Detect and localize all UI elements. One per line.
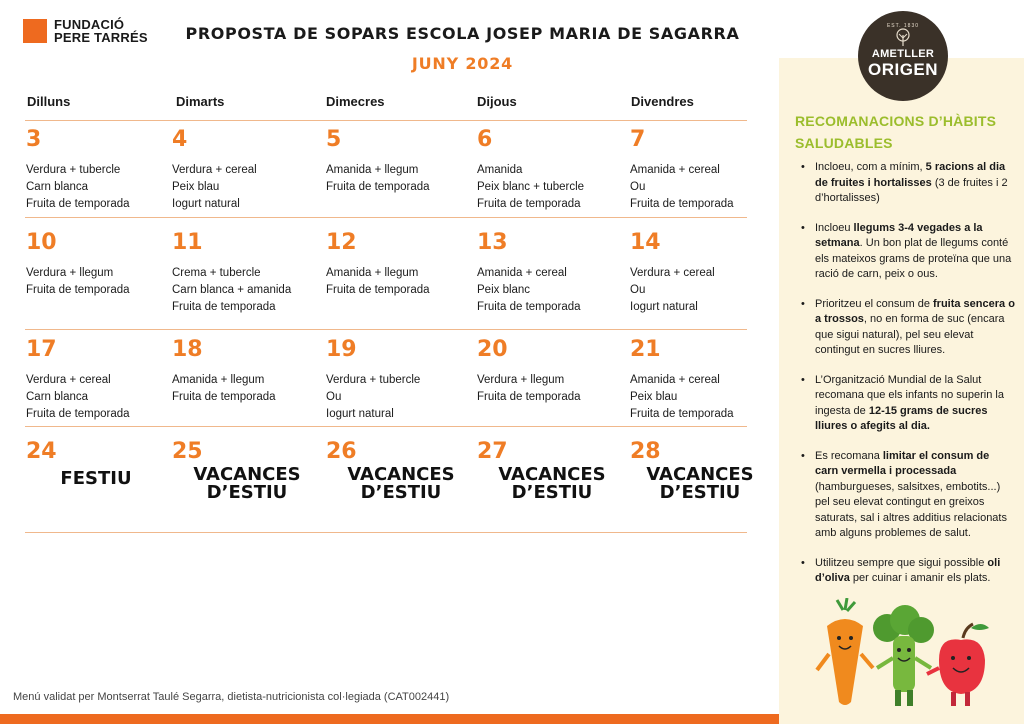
weekday-thursday: Dijous	[477, 94, 517, 109]
weekday-monday: Dilluns	[27, 94, 71, 109]
menu-line: Peix blanc	[477, 284, 531, 296]
holiday-label-line1: VACANCES	[193, 464, 301, 485]
fundacio-pere-tarres-logo	[23, 18, 148, 44]
divider	[25, 217, 747, 218]
calendar-day-cell	[477, 128, 627, 213]
recommendations-title	[795, 110, 1010, 154]
day-number: 7	[630, 127, 646, 152]
menu-line: Fruita de temporada	[630, 408, 734, 420]
holiday-label-line2: D’ESTIU	[206, 482, 288, 503]
recommendation-emphasis: oli d’oliva	[815, 556, 1001, 584]
day-number: 17	[26, 337, 57, 362]
menu-line: Iogurt natural	[630, 301, 698, 313]
menu-line: Verdura + tubercle	[326, 374, 421, 386]
badge-name: AMETLLER	[871, 48, 935, 60]
tree-icon	[893, 27, 913, 47]
recommendation-text: (hamburgueses, salsitxes, embotits...) pel seu elevat contingut en greixos saturats, sal i altres additius relacionats amb alguns problemes de salut.	[815, 480, 1007, 539]
day-number: 10	[26, 230, 57, 255]
calendar-day-cell	[477, 338, 627, 406]
menu-line: Fruita de temporada	[26, 408, 130, 420]
recommendation-emphasis: 5 racions al dia de fruites i hortalisses	[815, 161, 1006, 189]
recommendation-text: Prioritzeu el consum de	[815, 297, 933, 310]
calendar-day-cell	[26, 231, 176, 299]
menu-line: Amanida + llegum	[326, 267, 419, 279]
day-number: 13	[477, 230, 508, 255]
logo-line-2: PERE TARRÉS	[54, 30, 148, 45]
recommendation-text: L’Organització Mundial de la Salut recomana que els infants no superin la ingesta de	[815, 373, 1004, 417]
menu-line: Fruita de temporada	[477, 198, 581, 210]
day-number: 27	[477, 439, 508, 464]
recommendation-text: (3 de fruites i 2 d’hortalisses)	[815, 176, 1008, 204]
menu-line: Peix blau	[172, 181, 220, 193]
day-number: 20	[477, 337, 508, 362]
recommendation-emphasis: limitar el consum de carn vermella i processada	[815, 449, 990, 477]
calendar-day-cell	[326, 440, 476, 502]
recommendation-item	[797, 160, 1015, 207]
recommendations-title-line2: SALUDABLES	[795, 135, 893, 151]
calendar-day-cell	[326, 128, 476, 196]
menu-line: Peix blau	[630, 391, 678, 403]
recommendation-item	[797, 373, 1015, 435]
menu-line: Fruita de temporada	[477, 301, 581, 313]
recommendation-emphasis: fruita sencera o a trossos	[815, 297, 1015, 325]
holiday-label: FESTIU	[60, 468, 132, 489]
holiday-label-line1: VACANCES	[498, 464, 606, 485]
menu-line: Carn blanca + amanida	[172, 284, 292, 296]
day-number: 24	[26, 439, 57, 464]
bottom-accent-bar	[0, 714, 780, 724]
divider	[25, 120, 747, 121]
day-number: 3	[26, 127, 42, 152]
weekday-tuesday: Dimarts	[176, 94, 225, 109]
day-number: 26	[326, 439, 357, 464]
recommendation-item	[797, 221, 1015, 283]
divider	[25, 426, 747, 427]
menu-line: Fruita de temporada	[630, 198, 734, 210]
weekday-header-row	[0, 94, 760, 110]
menu-line: Fruita de temporada	[172, 391, 276, 403]
recommendations-list	[797, 160, 1015, 601]
menu-line: Carn blanca	[26, 391, 89, 403]
recommendation-text: Es recomana	[815, 449, 883, 462]
menu-line: Fruita de temporada	[172, 301, 276, 313]
menu-line: Fruita de temporada	[326, 284, 430, 296]
menu-line: Fruita de temporada	[477, 391, 581, 403]
holiday-label-line2: D’ESTIU	[511, 482, 593, 503]
ametller-origen-logo	[858, 11, 948, 101]
calendar-day-cell	[625, 440, 775, 502]
menu-line: Ou	[630, 181, 646, 193]
recommendation-emphasis: llegums 3-4 vegades a la setmana	[815, 221, 983, 249]
calendar-day-cell	[630, 338, 780, 423]
calendar-day-cell	[172, 338, 322, 406]
menu-line: Fruita de temporada	[326, 181, 430, 193]
badge-origin: ORIGEN	[867, 60, 939, 79]
apple-icon	[927, 624, 989, 706]
day-number: 19	[326, 337, 357, 362]
recommendation-item	[797, 297, 1015, 359]
menu-line: Iogurt natural	[326, 408, 394, 420]
day-number: 5	[326, 127, 342, 152]
calendar-day-cell	[26, 128, 176, 213]
calendar-day-cell	[630, 231, 780, 316]
recommendation-text: Utilitzeu sempre que sigui possible	[815, 556, 988, 569]
calendar-day-cell	[172, 231, 322, 316]
menu-line: Ou	[326, 391, 342, 403]
menu-line: Amanida + cereal	[630, 164, 720, 176]
recommendation-item	[797, 556, 1015, 587]
vegetable-characters-illustration	[805, 598, 1005, 710]
day-number: 14	[630, 230, 661, 255]
holiday-label-line1: VACANCES	[646, 464, 754, 485]
recommendation-text: Incloeu	[815, 221, 854, 234]
menu-line: Amanida + llegum	[172, 374, 265, 386]
menu-line: Carn blanca	[26, 181, 89, 193]
calendar-day-cell	[477, 440, 627, 502]
calendar-day-cell	[26, 338, 176, 423]
holiday-label-line1: VACANCES	[347, 464, 455, 485]
holiday-label-line2: D’ESTIU	[360, 482, 442, 503]
page-title: PROPOSTA DE SOPARS ESCOLA JOSEP MARIA DE SAGARRA	[185, 24, 740, 43]
recommendation-text: , no en forma de suc (encara que sigui natural), pel seu elevat contingut en sucres lliures.	[815, 313, 1005, 356]
menu-line: Peix blanc + tubercle	[477, 181, 585, 193]
recommendation-text: per cuinar i amanir els plats.	[849, 572, 991, 584]
menu-line: Amanida + cereal	[630, 374, 720, 386]
holiday-label-line2: D’ESTIU	[659, 482, 741, 503]
divider	[25, 532, 747, 533]
menu-line: Verdura + cereal	[172, 164, 257, 176]
badge-est: EST. 1830	[886, 23, 920, 29]
menu-line: Crema + tubercle	[172, 267, 261, 279]
menu-line: Verdura + llegum	[477, 374, 565, 386]
menu-line: Fruita de temporada	[26, 198, 130, 210]
menu-line: Ou	[630, 284, 646, 296]
logo-line-1: FUNDACIÓ	[54, 17, 125, 32]
recommendations-title-line1: RECOMANACIONS D’HÀBITS	[795, 113, 997, 129]
recommendation-item	[797, 449, 1015, 542]
recommendation-text: . Un bon plat de llegums conté els mateixos grams de proteïna que una ració de carn, peix o ous.	[815, 237, 1012, 280]
menu-line: Fruita de temporada	[26, 284, 130, 296]
menu-line: Iogurt natural	[172, 198, 240, 210]
menu-line: Amanida + llegum	[326, 164, 419, 176]
calendar-day-cell	[172, 440, 322, 502]
calendar-day-cell	[172, 128, 322, 213]
calendar-day-cell	[326, 231, 476, 299]
recommendation-emphasis: 12-15 grams de sucres lliures o afegits al dia.	[815, 404, 988, 432]
day-number: 11	[172, 230, 203, 255]
calendar-day-cell	[26, 440, 176, 488]
menu-line: Verdura + llegum	[26, 267, 114, 279]
menu-line: Amanida + cereal	[477, 267, 567, 279]
calendar-day-cell	[477, 231, 627, 316]
weekday-friday: Divendres	[631, 94, 694, 109]
recommendation-text: Incloeu, com a mínim,	[815, 161, 926, 173]
day-number: 6	[477, 127, 493, 152]
day-number: 21	[630, 337, 661, 362]
carrot-icon	[817, 598, 873, 705]
day-number: 18	[172, 337, 203, 362]
broccoli-icon	[873, 605, 934, 706]
menu-line: Verdura + tubercle	[26, 164, 121, 176]
day-number: 25	[172, 439, 203, 464]
weekday-wednesday: Dimecres	[326, 94, 385, 109]
day-number: 12	[326, 230, 357, 255]
menu-line: Verdura + cereal	[630, 267, 715, 279]
calendar-day-cell	[326, 338, 476, 423]
calendar-day-cell	[630, 128, 780, 213]
divider	[25, 329, 747, 330]
day-number: 4	[172, 127, 188, 152]
menu-line: Verdura + cereal	[26, 374, 111, 386]
menu-line: Amanida	[477, 164, 523, 176]
footer-note: Menú validat per Montserrat Taulé Segarra, dietista-nutricionista col·legiada (CAT002441)	[13, 691, 450, 703]
page-subtitle: JUNY 2024	[411, 54, 514, 73]
logo-square-icon	[23, 19, 47, 43]
day-number: 28	[630, 439, 661, 464]
